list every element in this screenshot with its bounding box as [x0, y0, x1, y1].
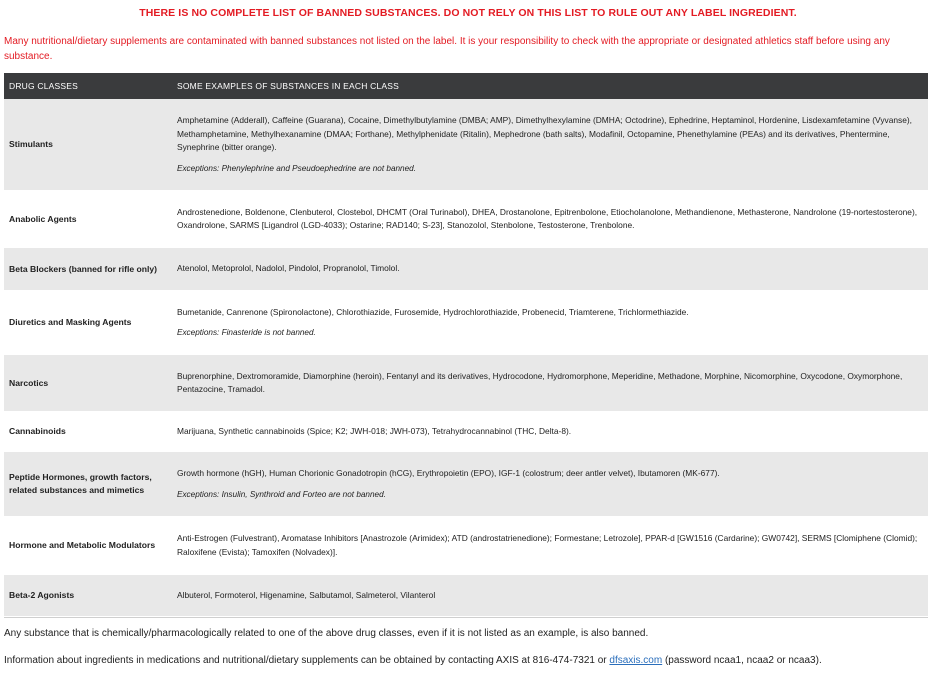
drug-class: Beta-2 Agonists — [9, 590, 75, 600]
examples-text: Amphetamine (Adderall), Caffeine (Guarana), Cocaine, Dimethylbutylamine (DMBA; AMP), Dimethylhexylamine (DMHA; Octodrine), Ephedrine, Heptaminol, Hordenine, Lisdexamfetamine (Vyvanse), Methamphetamine, Methylhexanamine (DMAA; Forthane), Methylphenidate (Ritalin), Mephedrone (bath salts), Modafinil, Octopamine, Phenethylamine (PEAs) and its derivatives, Phentermine, Synephrine (bitter orange). — [177, 115, 912, 152]
table-row — [4, 99, 928, 191]
examples-text: Albuterol, Formoterol, Higenamine, Salbutamol, Salmeterol, Vilanterol — [177, 589, 436, 600]
examples-cell — [177, 306, 928, 340]
warning-banner: THERE IS NO COMPLETE LIST OF BANNED SUBSTANCES. DO NOT RELY ON THIS LIST TO RULE OUT ANY LABEL INGREDIENT. — [139, 7, 797, 19]
exception-text: Exceptions: Finasteride is not banned. — [177, 328, 316, 337]
exception-text: Exceptions: Phenylephrine and Pseudoephedrine are not banned. — [177, 163, 416, 173]
contact-text: Information about ingredients in medications and nutritional/dietary supplements can be obtained by contacting AXIS at 816-474-7321 or — [4, 655, 610, 666]
table-header — [4, 73, 928, 99]
banned-substances-table — [4, 73, 928, 617]
table-row — [4, 191, 928, 248]
password-text: (password ncaa1, ncaa2 or ncaa3). — [662, 655, 822, 666]
drug-class: Cannabinoids — [9, 426, 66, 436]
examples-text: Growth hormone (hGH), Human Chorionic Gonadotropin (hCG), Erythropoietin (EPO), IGF-1 (colostrum; deer antler velvet), Ibutamoren (MK-677). — [177, 468, 720, 478]
drug-class: Narcotics — [9, 377, 49, 388]
examples-text: Androstenedione, Boldenone, Clenbuterol, Clostebol, DHCMT (Oral Turinabol), DHEA, Drostanolone, Epitrenbolone, Etiocholanolone, Methandienone, Methasterone, Nandrolone (19-nortestosterone), Oxandrolone, SARMS [Ligandrol (LGD-4033); Ostarine; RAD140; S-23], Stanozolol, Stenbolone, Testosterone, Trenbolone. — [177, 206, 918, 230]
examples-cell — [177, 114, 928, 175]
drug-class: Peptide Hormones, growth factors, related substances and mimetics — [9, 472, 152, 495]
examples-cell — [177, 532, 928, 559]
header-examples: SOME EXAMPLES OF SUBSTANCES IN EACH CLASS — [177, 81, 400, 91]
contamination-notice: Many nutritional/dietary supplements are contaminated with banned substances not listed on the label. It is your responsibility to check with the appropriate or designated athletics staff before using any substance. — [4, 36, 890, 62]
examples-cell — [177, 370, 928, 397]
examples-cell — [177, 262, 928, 276]
examples-text: Anti-Estrogen (Fulvestrant), Aromatase Inhibitors [Anastrozole (Arimidex); ATD (androstatrienedione); Formestane; Letrozole], PPAR-d [GW1516 (Cardarine); GW0742], SERMS [Clomiphene (Clomid); Raloxifene (Evista); Tamoxifen (Nolvadex)]. — [177, 533, 918, 557]
axis-contact-info — [4, 655, 822, 666]
examples-cell — [177, 467, 928, 501]
header-drug-classes: DRUG CLASSES — [9, 81, 79, 91]
examples-text: Buprenorphine, Dextromoramide, Diamorphine (heroin), Fentanyl and its derivatives, Hydrocodone, Hydromorphone, Meperidine, Methadone, Morphine, Nicomorphine, Oxycodone, Oxymorphone, Pentazocine, Tramadol. — [177, 370, 903, 394]
examples-text: Bumetanide, Canrenone (Spironolactone), Chlorothiazide, Furosemide, Hydrochlorothiazide, Probenecid, Triamterene, Trichlormethiazide. — [177, 306, 689, 317]
table-row — [4, 355, 928, 412]
drug-class: Anabolic Agents — [9, 213, 77, 224]
table-row — [4, 291, 928, 355]
table-row — [4, 452, 928, 517]
dfsaxis-link[interactable]: dfsaxis.com — [609, 655, 663, 666]
drug-class: Hormone and Metabolic Modulators — [9, 540, 156, 550]
table-row — [4, 248, 928, 291]
exception-text: Exceptions: Insulin, Synthroid and Forteo are not banned. — [177, 489, 386, 499]
examples-cell — [177, 206, 928, 233]
related-substances-note: Any substance that is chemically/pharmacologically related to one of the above drug classes, even if it is not listed as an example, is also banned. — [4, 628, 649, 639]
drug-class: Stimulants — [9, 139, 53, 149]
examples-cell — [177, 589, 928, 603]
table-row — [4, 412, 928, 452]
table-bottom-divider — [4, 617, 928, 618]
examples-text: Marijuana, Synthetic cannabinoids (Spice; K2; JWH-018; JWH-073), Tetrahydrocannabinol (THC, Delta-8). — [177, 425, 572, 436]
drug-class: Beta Blockers (banned for rifle only) — [9, 263, 158, 274]
examples-cell — [177, 425, 928, 439]
examples-text: Atenolol, Metoprolol, Nadolol, Pindolol, Propranolol, Timolol. — [177, 263, 400, 274]
table-row — [4, 517, 928, 575]
table-row — [4, 575, 928, 617]
drug-class: Diuretics and Masking Agents — [9, 317, 132, 327]
